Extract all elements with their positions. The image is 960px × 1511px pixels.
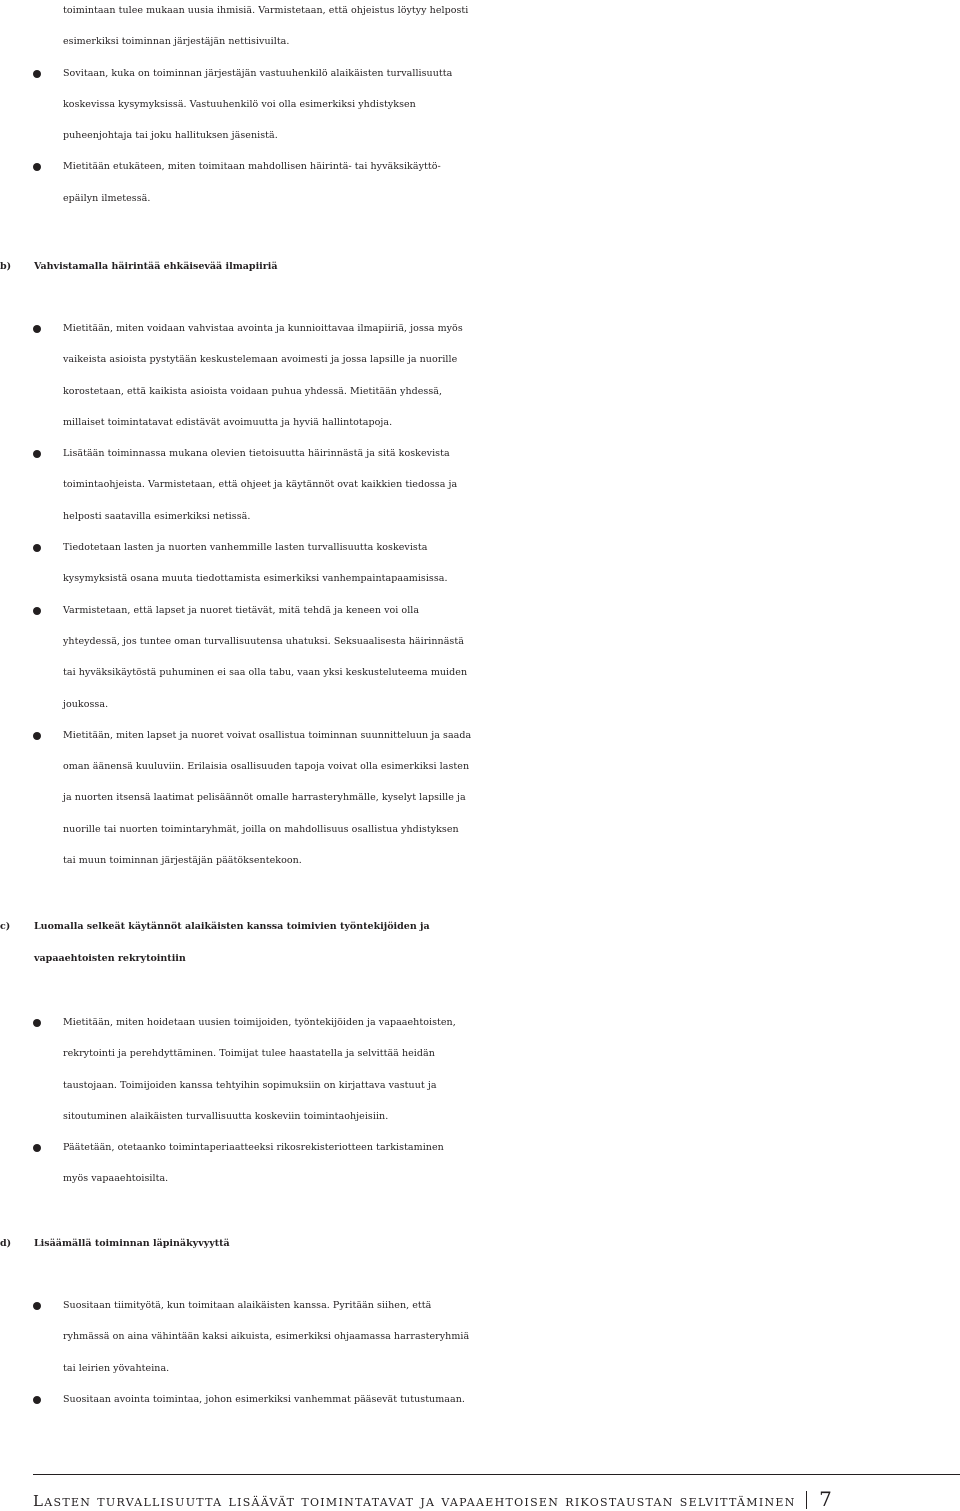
page-number: 7 — [819, 1487, 832, 1511]
bullet-line: joukossa. — [63, 698, 109, 710]
intro-line: toimintaan tulee mukaan uusia ihmisiä. Varmistetaan, että ohjeistus löytyy helposti — [63, 5, 469, 16]
bullet-line: Mietitään, miten voidaan vahvistaa avointa ja kunnioittavaa ilmapiiriä, jossa myös — [0, 313, 960, 344]
page-footer — [33, 1487, 832, 1511]
bullet-item — [0, 1384, 960, 1415]
section-heading-c — [0, 911, 960, 974]
bullet-line: taustojaan. Toimijoiden kanssa tehtyihin sopimuksiin on kirjattava vastuut ja — [63, 1079, 437, 1091]
bullet-line: korostetaan, että kaikista asioista voidaan puhua yhdessä. Mietitään yhdessä, — [63, 385, 443, 397]
footer-separator — [806, 1491, 808, 1509]
bullet-line: puheenjohtaja tai joku hallituksen jäsenistä. — [63, 130, 278, 142]
bullet-line: Sovitaan, kuka on toiminnan järjestäjän vastuuhenkilö alaikäisten turvallisuutta — [0, 58, 960, 89]
section-letter: c) — [0, 921, 11, 932]
bullet-line: Suositaan avointa toimintaa, johon esimerkiksi vanhemmat pääsevät tutustumaan. — [0, 1384, 960, 1415]
bullet-item — [0, 532, 960, 595]
bullet-line: rekrytointi ja perehdyttäminen. Toimijat tulee haastatella ja selvittää heidän — [63, 1048, 435, 1060]
section-list-b — [0, 313, 960, 876]
section-heading-b — [0, 251, 960, 283]
section-letter: b) — [0, 261, 12, 272]
bullet-line: kysymyksistä osana muuta tiedottamista esimerkiksi vanhempaintapaamisissa. — [63, 573, 448, 585]
intro-line: esimerkiksi toiminnan järjestäjän nettisivuilta. — [63, 36, 290, 48]
bullet-line: ryhmässä on aina vähintään kaksi aikuista, esimerkiksi ohjaamassa harrasteryhmiä — [63, 1331, 470, 1343]
footer-title: Lasten turvallisuutta lisäävät toimintatavat ja vapaaehtoisen rikostaustan selvittäminen — [33, 1492, 796, 1510]
bullet-line: millaiset toimintatavat edistävät avoimuutta ja hyviä hallintotapoja. — [63, 416, 393, 428]
section-title: Vahvistamalla häirintää ehkäisevää ilmapiiriä — [34, 261, 278, 272]
section-list-d — [0, 1290, 960, 1415]
bullet-line: Päätetään, otetaanko toimintaperiaatteeksi rikosrekisteriotteen tarkistaminen — [0, 1132, 960, 1163]
bullet-line: ja nuorten itsensä laatimat pelisäännöt omalle harrasteryhmälle, kyselyt lapsille ja — [63, 792, 466, 804]
bullet-item — [0, 313, 960, 438]
bullet-line: Varmistetaan, että lapset ja nuoret tietävät, mitä tehdä ja keneen voi olla — [0, 595, 960, 626]
bullet-line: epäilyn ilmetessä. — [63, 192, 151, 204]
bullet-line: tai muun toiminnan järjestäjän päätöksentekoon. — [63, 855, 302, 867]
bullet-line: Suositaan tiimityötä, kun toimitaan alaikäisten kanssa. Pyritään siihen, että — [0, 1290, 960, 1321]
bullet-item — [0, 1290, 960, 1384]
bullet-line: toimintaohjeista. Varmistetaan, että ohjeet ja käytännöt ovat kaikkien tiedossa ja — [63, 479, 458, 491]
bullet-line: Mietitään etukäteen, miten toimitaan mahdollisen häirintä- tai hyväksikäyttö- — [0, 151, 960, 182]
section-letter: d) — [0, 1238, 12, 1249]
section-title: vapaaehtoisten rekrytointiin — [34, 952, 186, 964]
bullet-item — [0, 595, 960, 720]
bullet-item — [0, 438, 960, 532]
bullet-line: vaikeista asioista pystytään keskustelemaan avoimesti ja jossa lapsille ja nuorille — [63, 354, 458, 366]
bullet-item — [0, 720, 960, 876]
section-heading-d — [0, 1228, 960, 1260]
bullet-line: Lisätään toiminnassa mukana olevien tietoisuutta häirinnästä ja sitä koskevista — [0, 438, 960, 469]
bullet-line: koskevissa kysymyksissä. Vastuuhenkilö voi olla esimerkiksi yhdistyksen — [63, 98, 416, 110]
intro-block — [0, 0, 960, 214]
bullet-line: Mietitään, miten hoidetaan uusien toimijoiden, työntekijöiden ja vapaaehtoisten, — [0, 1007, 960, 1038]
section-list-c — [0, 1007, 960, 1195]
footer-divider — [33, 1474, 960, 1475]
bullet-line: sitoutuminen alaikäisten turvallisuutta koskeviin toimintaohjeisiin. — [63, 1110, 389, 1122]
bullet-line: Tiedotetaan lasten ja nuorten vanhemmille lasten turvallisuutta koskevista — [0, 532, 960, 563]
section-title: Lisäämällä toiminnan läpinäkyvyyttä — [34, 1238, 230, 1249]
bullet-item — [0, 1132, 960, 1195]
bullet-line: helposti saatavilla esimerkiksi netissä. — [63, 510, 251, 522]
bullet-item — [0, 58, 960, 152]
bullet-line: nuorille tai nuorten toimintaryhmät, joilla on mahdollisuus osallistua yhdistyksen — [63, 823, 459, 835]
section-title: Luomalla selkeät käytännöt alaikäisten kanssa toimivien työntekijöiden ja — [34, 921, 430, 932]
bullet-line: Mietitään, miten lapset ja nuoret voivat osallistua toiminnan suunnitteluun ja saada — [0, 720, 960, 751]
bullet-item — [0, 151, 960, 214]
bullet-line: oman äänensä kuuluviin. Erilaisia osallisuuden tapoja voivat olla esimerkiksi lasten — [63, 761, 470, 773]
bullet-line: tai hyväksikäytöstä puhuminen ei saa olla tabu, vaan yksi keskusteluteema muiden — [63, 667, 468, 679]
bullet-line: myös vapaaehtoisilta. — [63, 1173, 169, 1185]
bullet-line: tai leirien yövahteina. — [63, 1362, 170, 1374]
bullet-line: yhteydessä, jos tuntee oman turvallisuutensa uhatuksi. Seksuaalisesta häirinnästä — [63, 635, 464, 647]
bullet-item — [0, 1007, 960, 1132]
